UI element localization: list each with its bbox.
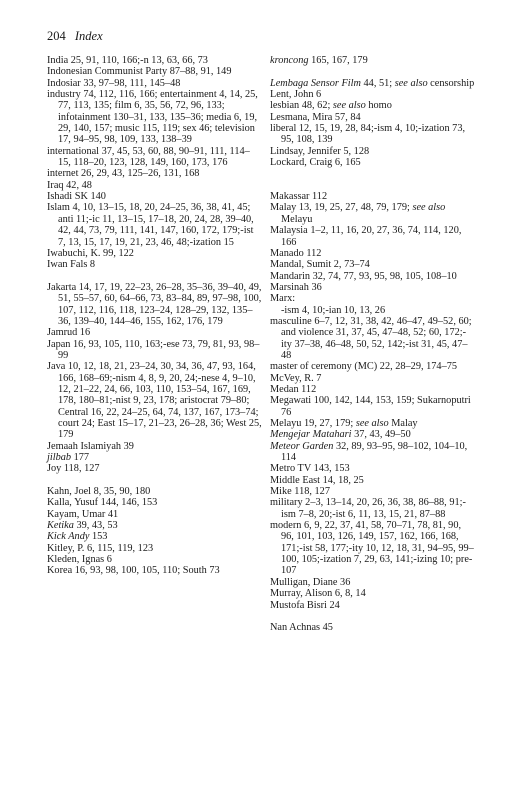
index-entry bbox=[270, 248, 475, 259]
index-entry-italic-text: see also bbox=[394, 77, 428, 89]
index-entry-text: 165, 167, 179 bbox=[308, 55, 368, 66]
index-entry bbox=[270, 384, 475, 395]
index-entry-text: Kahn, Joel 8, 35, 90, 180 bbox=[47, 486, 151, 498]
index-entry-text: Mandal, Sumit 2, 73–74 bbox=[270, 259, 370, 271]
index-entry bbox=[47, 78, 262, 89]
index-entry-text: masculine 6–7, 12, 31, 38, 42, 46–47, 49–52, 60; and violence 31, 37, 45, 47–48, 52; 60, 172;-ity 37–38, 46–48, 50, 52, 142;-ist 31, 45, 47–48 bbox=[270, 315, 472, 361]
letter-section-gap bbox=[270, 66, 475, 77]
index-entry-text: Mandarin 32, 74, 77, 93, 95, 98, 105, 108–10 bbox=[270, 270, 457, 282]
index-entry bbox=[47, 55, 262, 66]
index-entry bbox=[270, 373, 475, 384]
index-entry bbox=[47, 565, 262, 576]
index-entry bbox=[47, 361, 262, 440]
index-entry bbox=[47, 66, 262, 77]
index-entry bbox=[270, 418, 475, 429]
index-entry-text: 32, 89, 93–95, 98–102, 104–10, 114 bbox=[281, 440, 468, 464]
index-entry bbox=[47, 520, 262, 531]
index-entry-text: master of ceremony (MC) 22, 28–29, 174–75 bbox=[270, 361, 458, 373]
index-column-right bbox=[270, 55, 475, 634]
index-entry bbox=[270, 441, 475, 464]
index-entry-italic-text: Meteor Garden bbox=[270, 440, 334, 452]
index-entry-text: Ishadi SK 140 bbox=[47, 191, 106, 203]
index-entry bbox=[270, 600, 475, 611]
index-entry-text: Islam 4, 10, 13–15, 18, 20, 24–25, 36, 38, 41, 45; anti 11;-ic 11, 13–15, 17–18, 20, 24, 28, 39–40, 42, 44, 73, 79, 111, 141, 147, 160, 172, 179;-ist 7, 13, 15, 17, 19, 21, 23, 46, 48;-ization 15 bbox=[47, 202, 254, 248]
index-entry-text: Melayu bbox=[281, 213, 313, 225]
index-entry bbox=[270, 202, 475, 225]
index-entry-text: Mike 118, 127 bbox=[270, 486, 330, 498]
index-entry-text: Japan 16, 93, 105, 110, 163;-ese 73, 79, 81, 93, 98–99 bbox=[47, 338, 260, 361]
index-entry-text: lesbian 48, 62; bbox=[270, 100, 333, 112]
index-entry bbox=[47, 180, 262, 191]
letter-section-gap bbox=[270, 611, 475, 622]
index-entry-text: Marx: bbox=[270, 293, 296, 305]
index-entry bbox=[47, 327, 262, 338]
index-entry bbox=[270, 475, 475, 486]
index-entry-text: Indosiar 33, 97–98, 111, 145–48 bbox=[47, 77, 181, 89]
index-entry-text: Lindsay, Jennifer 5, 128 bbox=[270, 145, 370, 157]
index-entry bbox=[47, 89, 262, 146]
index-entry bbox=[47, 543, 262, 554]
index-entry-text: 44, 51; bbox=[360, 77, 395, 89]
index-entry bbox=[47, 259, 262, 270]
index-entry bbox=[47, 248, 262, 259]
index-entry-text: Joy 118, 127 bbox=[47, 463, 100, 475]
index-entry-italic-text: Kick Andy bbox=[47, 531, 90, 543]
index-entry-text: Mulligan, Diane 36 bbox=[270, 576, 351, 588]
index-entry bbox=[270, 395, 475, 418]
index-entry bbox=[47, 497, 262, 508]
index-entry-text: Lent, John 6 bbox=[270, 89, 322, 101]
index-entry bbox=[47, 463, 262, 474]
index-entry-text: industry 74, 112, 116, 166; entertainment 4, 14, 25, 77, 113, 135; film 6, 35, 56, 72, 96, 133; infotainment 130–31, 133, 135–36; media 6, 19, 29, 140, 157; music 115, 119; sex 46; television 17, 94–95, 98, 109, 133, 138–39 bbox=[47, 89, 258, 146]
index-entry-text: internet 26, 29, 43, 125–26, 131, 168 bbox=[47, 168, 200, 180]
index-entry bbox=[270, 123, 475, 146]
index-entry-text: McVey, R. 7 bbox=[270, 372, 322, 384]
index-entry bbox=[270, 293, 475, 304]
index-entry-text: Malay 13, 19, 25, 27, 48, 79, 179; bbox=[270, 202, 413, 214]
index-entry bbox=[270, 146, 475, 157]
index-entry-text: Mustofa Bisri 24 bbox=[270, 599, 340, 611]
index-entry-text: 37, 43, 49–50 bbox=[351, 429, 411, 441]
index-entry-text: military 2–3, 13–14, 20, 26, 36, 38, 86–88, 91;-ism 7–8, 20;-ist 6, 11, 13, 15, 21, 87–88 bbox=[270, 497, 466, 520]
index-entry-text: Iwan Fals 8 bbox=[47, 259, 96, 271]
index-entry bbox=[270, 463, 475, 474]
letter-section-gap bbox=[270, 168, 475, 179]
index-entry-text: Iwabuchi, K. 99, 122 bbox=[47, 247, 134, 259]
index-entry-text: Iraq 42, 48 bbox=[47, 179, 92, 191]
index-entry bbox=[270, 588, 475, 599]
index-entry-italic-text: jilbab bbox=[47, 452, 72, 464]
index-entry-text: Jakarta 14, 17, 19, 22–23, 26–28, 35–36, 39–40, 49, 51, 55–57, 60, 64–66, 73, 83–84, 89, 97–98, 100, 107, 112, 116, 118, 123–24, 128–29, 132, 135–36, 139–40, 144–46, 155, 162, 176, 179 bbox=[47, 281, 262, 327]
index-entry-text: Lesmana, Mira 57, 84 bbox=[270, 111, 361, 123]
index-entry bbox=[47, 282, 262, 327]
index-entry-text: Manado 112 bbox=[270, 247, 322, 259]
index-entry bbox=[270, 89, 475, 100]
index-entry bbox=[270, 486, 475, 497]
running-header bbox=[47, 29, 103, 44]
index-entry-text: modern 6, 9, 22, 37, 41, 58, 70–71, 78, 81, 90, 96, 101, 103, 126, 149, 157, 162, 166, 168, 171;-ist 58, 177;-ity 10, 12, 18, 31, 94–95, 99–100, 105;-ization 7, 29, 63, 141;-izing 10; pre-107 bbox=[270, 520, 474, 577]
index-entry-text: Metro TV 143, 153 bbox=[270, 463, 350, 475]
index-entry-text: Megawati 100, 142, 144, 153, 159; Sukarnoputri 76 bbox=[270, 395, 471, 418]
index-entry bbox=[47, 339, 262, 362]
index-entry bbox=[47, 531, 262, 542]
index-entry-text: Kitley, P. 6, 115, 119, 123 bbox=[47, 542, 154, 554]
index-entry bbox=[270, 429, 475, 440]
index-entry bbox=[270, 622, 475, 633]
index-entry bbox=[270, 259, 475, 270]
index-entry bbox=[47, 452, 262, 463]
index-entry-text: Makassar 112 bbox=[270, 191, 328, 203]
index-entry-text: Java 10, 12, 18, 21, 23–24, 30, 34, 36, 47, 93, 164, 166, 168–69;-nism 4, 8, 9, 20, 24;-nese 4, 9–10, 12, 21–22, 24, 66, 103, 110, 153–54, 167, 169, 178, 180–81;-nist 9, 23, 178; aristocrat 79–80; Central 16, 22, 24–25, 64, 74, 137, 167, 173–74; court 24; East 15–17, 21–23, 26–28, 36; West 25, 179 bbox=[47, 361, 262, 441]
letter-section-gap bbox=[47, 271, 262, 282]
index-entry-text: Medan 112 bbox=[270, 383, 317, 395]
index-entry-italic-text: see also bbox=[355, 418, 389, 429]
index-entry bbox=[47, 146, 262, 169]
index-entry-text: -ism 4, 10;-ian 10, 13, 26 bbox=[281, 304, 386, 316]
index-entry bbox=[270, 577, 475, 588]
index-entry-italic-text: Mengejar Matahari bbox=[270, 429, 352, 441]
index-entry-text: Lockard, Craig 6, 165 bbox=[270, 157, 361, 169]
index-entry-text: Kayam, Umar 41 bbox=[47, 508, 119, 520]
index-entry-text: censorship bbox=[427, 77, 475, 89]
index-entry bbox=[270, 316, 475, 361]
index-entry-text: Kleden, Ignas 6 bbox=[47, 554, 112, 566]
index-entry bbox=[47, 191, 262, 202]
index-entry bbox=[270, 361, 475, 372]
index-entry-text: 39, 43, 53 bbox=[73, 520, 118, 532]
letter-section-gap bbox=[47, 475, 262, 486]
index-entry bbox=[47, 202, 262, 247]
index-entry-text: 177 bbox=[71, 452, 90, 464]
index-entry bbox=[270, 112, 475, 123]
index-entry-text: Marsinah 36 bbox=[270, 281, 322, 293]
index-entry-text: Jamrud 16 bbox=[47, 327, 91, 339]
index-entry-text: Malay bbox=[388, 418, 418, 429]
index-entry bbox=[270, 191, 475, 202]
index-entry-text: Middle East 14, 18, 25 bbox=[270, 474, 364, 486]
index-entry bbox=[270, 305, 475, 316]
index-entry bbox=[270, 78, 475, 89]
index-entry bbox=[270, 55, 475, 66]
index-entry bbox=[47, 486, 262, 497]
index-entry bbox=[270, 157, 475, 168]
index-entry-text: homo bbox=[365, 100, 392, 112]
index-entry-text: India 25, 91, 110, 166;-n 13, 63, 66, 73 bbox=[47, 55, 208, 66]
index-entry bbox=[47, 168, 262, 179]
index-entry-italic-text: Lembaga Sensor Film bbox=[270, 77, 361, 89]
index-entry bbox=[270, 225, 475, 248]
index-entry-text: 153 bbox=[89, 531, 108, 543]
running-title: Index bbox=[74, 29, 103, 43]
index-entry-italic-text: Ketika bbox=[47, 520, 74, 532]
index-entry-italic-text: see also bbox=[332, 100, 366, 112]
index-entry-text: Nan Achnas 45 bbox=[270, 622, 333, 634]
index-entry bbox=[270, 282, 475, 293]
index-entry-italic-text: kroncong bbox=[270, 55, 309, 66]
index-column-left bbox=[47, 55, 262, 577]
index-entry bbox=[47, 554, 262, 565]
index-entry-text: international 37, 45, 53, 60, 88, 90–91, 111, 114–15, 118–20, 123, 128, 149, 160, 173, 176 bbox=[47, 145, 250, 169]
index-entry bbox=[47, 509, 262, 520]
index-entry-text: Malaysia 1–2, 11, 16, 20, 27, 36, 74, 114, 120, 166 bbox=[270, 225, 462, 248]
index-entry bbox=[270, 100, 475, 111]
index-entry bbox=[270, 497, 475, 520]
index-entry-text: Korea 16, 93, 98, 100, 105, 110; South 73 bbox=[47, 565, 220, 577]
index-entry-text: Indonesian Communist Party 87–88, 91, 149 bbox=[47, 66, 232, 78]
page-number: 204 bbox=[47, 29, 66, 43]
index-entry-text: Jemaah Islamiyah 39 bbox=[47, 440, 134, 452]
index-entry bbox=[270, 520, 475, 577]
index-entry-text: Melayu 19, 27, 179; bbox=[270, 418, 356, 429]
index-entry-text: Murray, Alison 6, 8, 14 bbox=[270, 588, 366, 600]
index-entry-italic-text: see also bbox=[412, 202, 446, 214]
index-entry-text: Kalla, Yusuf 144, 146, 153 bbox=[47, 497, 158, 509]
letter-section-gap bbox=[270, 180, 475, 191]
index-entry bbox=[47, 441, 262, 452]
index-entry bbox=[270, 271, 475, 282]
index-entry-text: liberal 12, 15, 19, 28, 84;-ism 4, 10;-ization 73, 95, 108, 139 bbox=[270, 123, 466, 146]
